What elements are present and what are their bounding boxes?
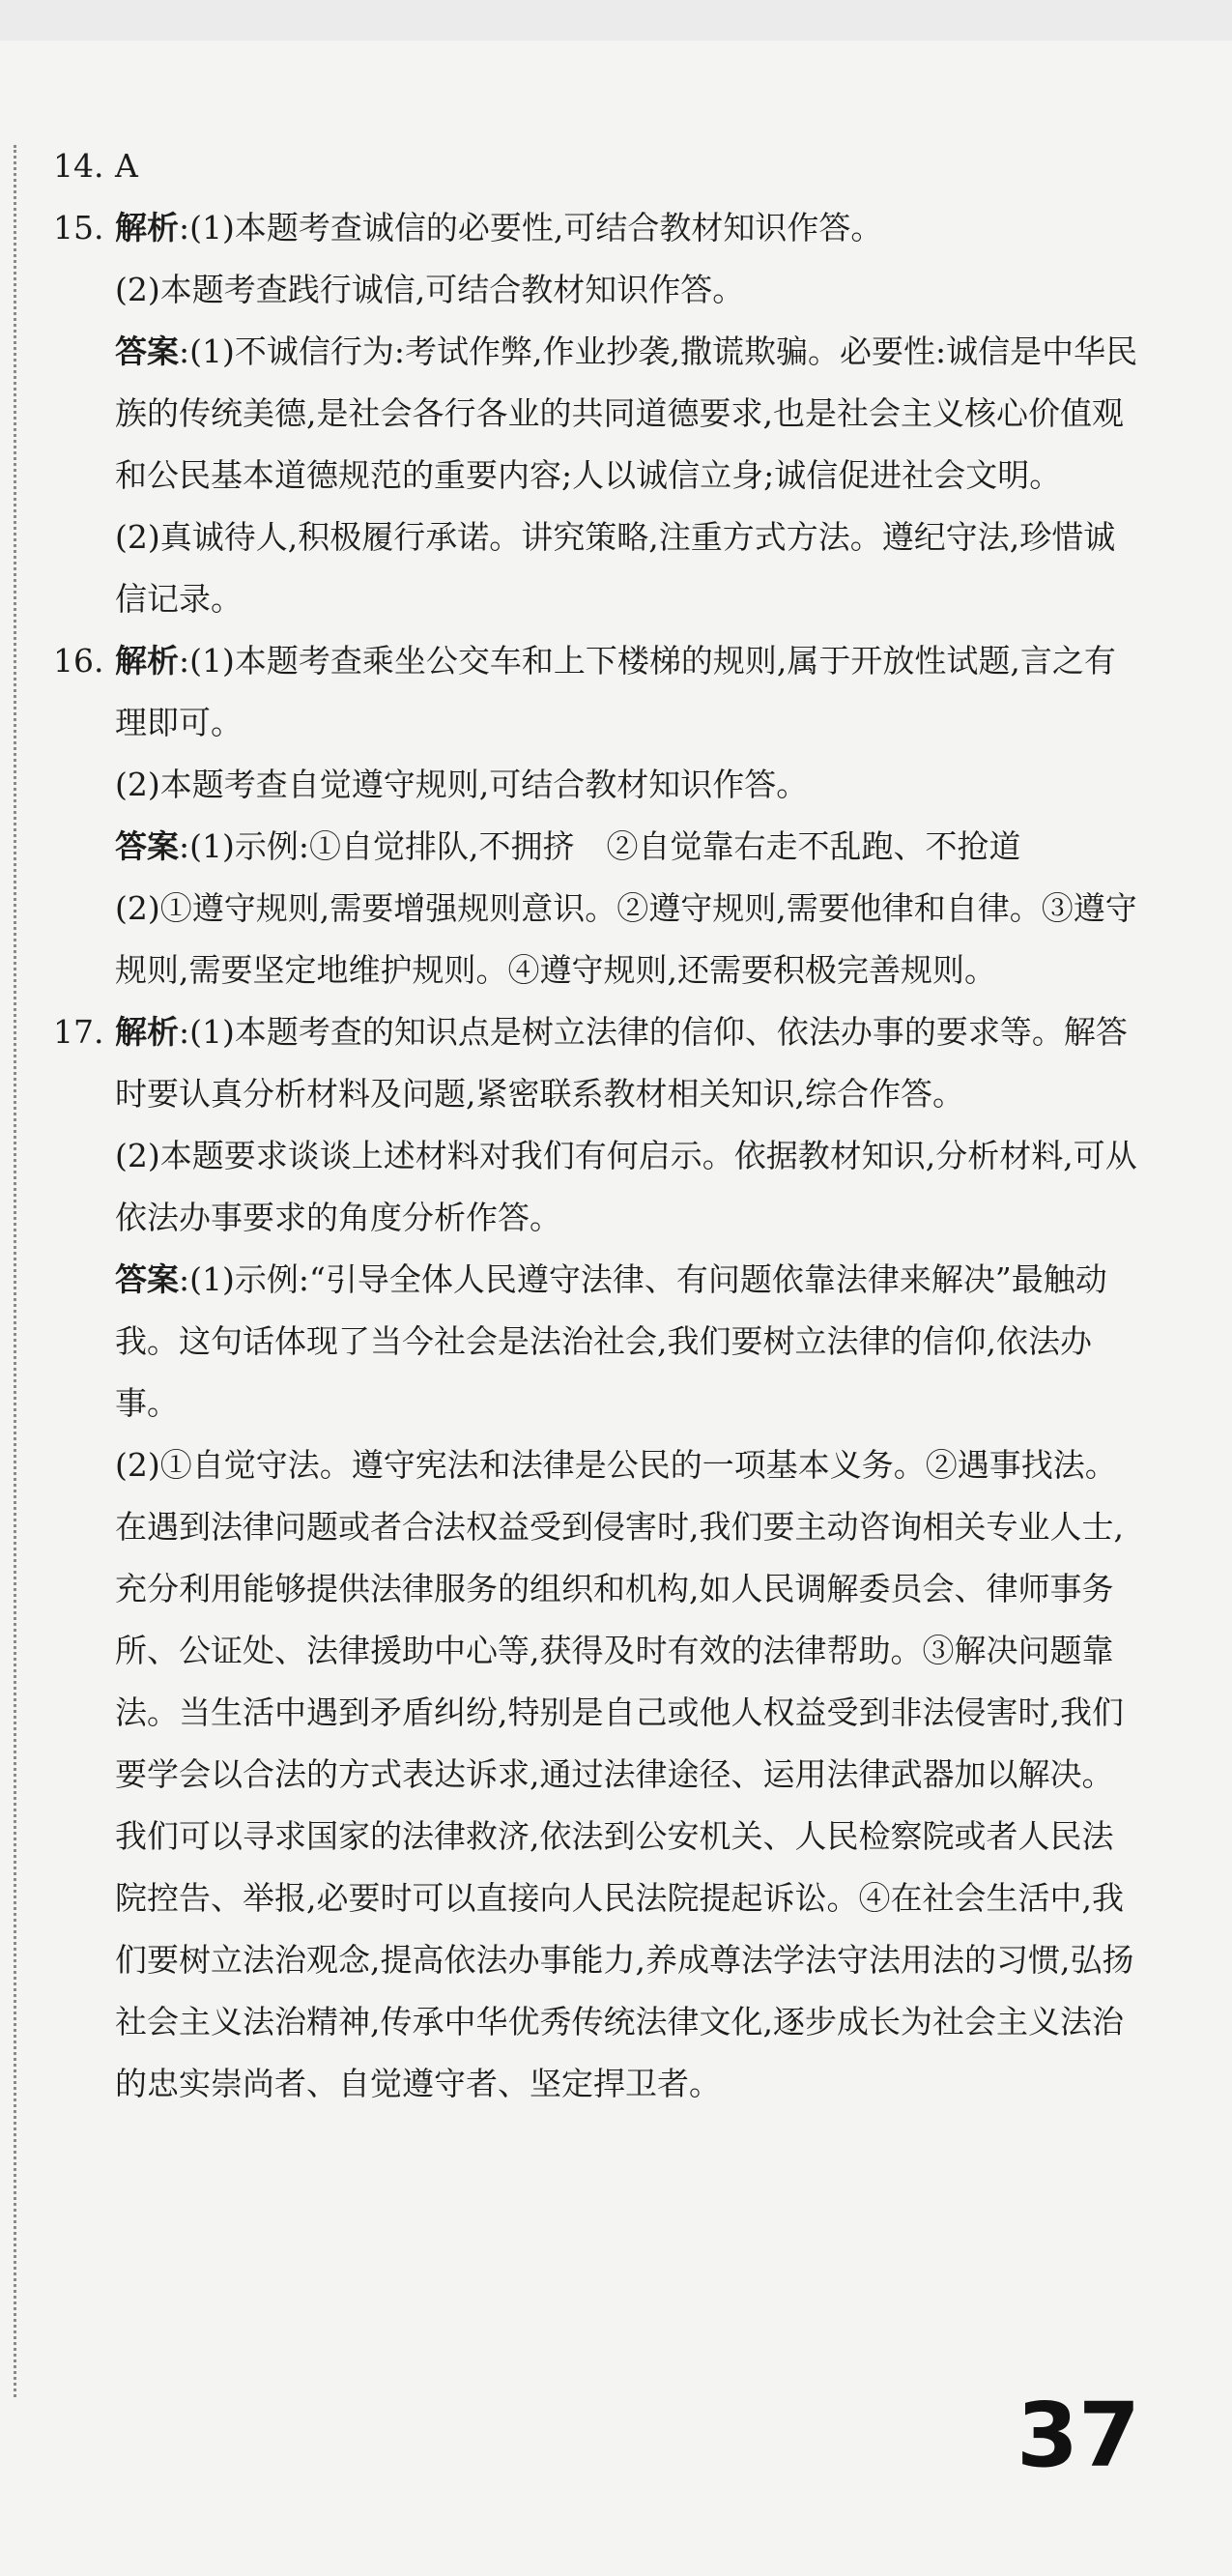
q15-number: 15. [53,209,104,246]
q15-analysis-1-text: :(1)本题考查诚信的必要性,可结合教材知识作答。 [179,209,883,246]
q17-analysis-1-text: :(1)本题考查的知识点是树立法律的信仰、依法办事的要求等。解答时要认真分析材料及问题,紧密联系教材相关知识,综合作答。 [115,1013,1128,1113]
page-number: 37 [1017,2384,1141,2487]
q14-number: 14. [53,147,104,185]
q14-answer: A [115,147,138,185]
q15-answer-1 [53,321,1145,507]
q16-analysis-label: 解析 [115,642,179,680]
q16-answer-1 [53,816,1145,878]
q15-analysis-2: (2)本题考查践行诚信,可结合教材知识作答。 [115,271,745,308]
q16-answer-2: (2)①遵守规则,需要增强规则意识。②遵守规则,需要他律和自律。③遵守规则,需要坚定地维护规则。④遵守规则,还需要积极完善规则。 [115,889,1137,989]
q15-answer-1-text: :(1)不诚信行为:考试作弊,作业抄袭,撒谎欺骗。必要性:诚信是中华民族的传统美德,是社会各行各业的共同道德要求,也是社会主义核心价值观和公民基本道德规范的重要内容;人以诚信立身;诚信促进社会文明。 [115,333,1138,494]
q16-number: 16. [53,642,104,680]
q14-line [53,135,1145,197]
q17-analysis-label: 解析 [115,1013,179,1051]
q15-answer-label: 答案 [115,333,179,370]
q17-number: 17. [53,1013,104,1051]
q16-analysis-2: (2)本题考查自觉遵守规则,可结合教材知识作答。 [115,766,809,803]
q16-analysis-1-text: :(1)本题考查乘坐公交车和上下楼梯的规则,属于开放性试题,言之有理即可。 [115,642,1116,741]
q17-answer-1 [53,1249,1145,1434]
q16-answer-label: 答案 [115,827,179,865]
answer-content [53,135,1145,2115]
q17-answer-label: 答案 [115,1260,179,1298]
q16-answer-1-text: :(1)示例:①自觉排队,不拥挤 ②自觉靠右走不乱跑、不抢道 [179,827,1021,865]
q15-analysis-1 [53,197,1145,259]
q15-analysis-label: 解析 [115,209,179,246]
q17-analysis-1 [53,1001,1145,1125]
q17-answer-1-text: :(1)示例:“引导全体人民遵守法律、有问题依靠法律来解决”最触动我。这句话体现了当今社会是法治社会,我们要树立法律的信仰,依法办事。 [115,1260,1107,1422]
q16-analysis-1 [53,630,1145,754]
q17-answer-2: (2)①自觉守法。遵守宪法和法律是公民的一项基本义务。②遇事找法。在遇到法律问题或者合法权益受到侵害时,我们要主动咨询相关专业人士,充分利用能够提供法律服务的组织和机构,如人民调解委员会、律师事务所、公证处、法律援助中心等,获得及时有效的法律帮助。③解决问题靠法。当生活中遇到矛盾纠纷,特别是自己或他人权益受到非法侵害时,我们要学会以合法的方式表达诉求,通过法律途径、运用法律武器加以解决。我们可以寻求国家的法律救济,依法到公安机关、人民检察院或者人民法院控告、举报,必要时可以直接向人民法院提起诉讼。④在社会生活中,我们要树立法治观念,提高依法办事能力,养成尊法学法守法用法的习惯,弘扬社会主义法治精神,传承中华优秀传统法律文化,逐步成长为社会主义法治的忠实崇尚者、自觉遵守者、坚定捍卫者。 [115,1446,1134,2102]
q17-analysis-2: (2)本题要求谈谈上述材料对我们有何启示。依据教材知识,分析材料,可从依法办事要求的角度分析作答。 [115,1137,1137,1236]
binding-dotted-line [14,145,16,2397]
q15-answer-2: (2)真诚待人,积极履行承诺。讲究策略,注重方式方法。遵纪守法,珍惜诚信记录。 [115,518,1116,618]
top-bar [0,0,1232,41]
